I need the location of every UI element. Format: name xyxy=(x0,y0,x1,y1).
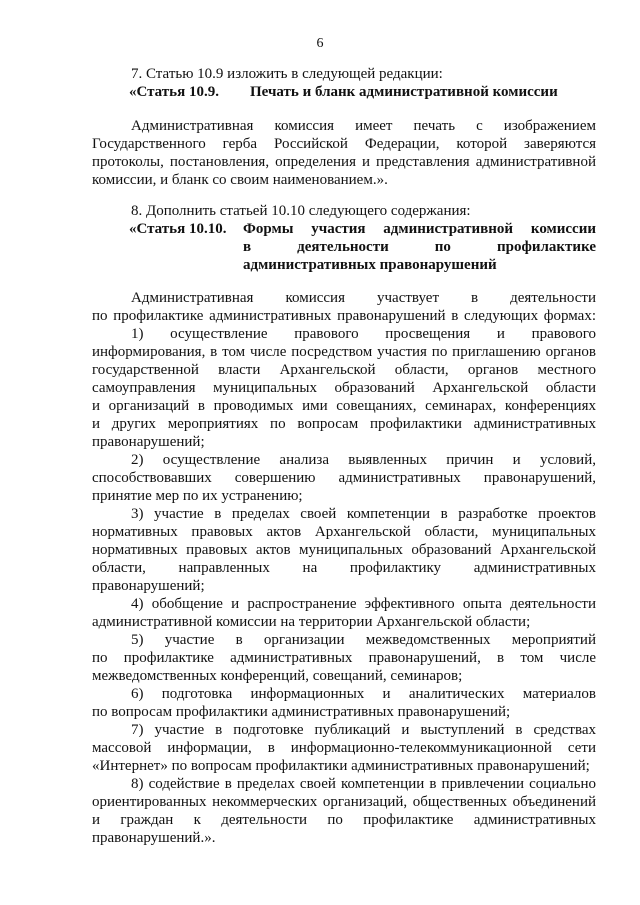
body-line: по вопросам профилактики административных правонарушений; xyxy=(92,704,511,720)
body-line: 2) осуществление анализа выявленных причин и условий, xyxy=(131,452,596,468)
article-10-9-text-line: комиссии, и бланк со своим наименованием.». xyxy=(92,172,388,188)
body-line: административной комиссии на территории Архангельской области; xyxy=(92,614,531,630)
body-line: самоуправления муниципальных образований Архангельской области xyxy=(92,380,596,396)
body-line: ориентированных некоммерческих организаций, общественных объединений xyxy=(92,794,596,810)
article-10-9-number: «Статья 10.9. xyxy=(129,84,219,100)
body-line: принятие мер по их устранению; xyxy=(92,488,303,504)
body-line: 5) участие в организации межведомственных мероприятий xyxy=(131,632,596,648)
body-line: массовой информации, в информационно-телекоммуникационной сети xyxy=(92,740,596,756)
body-line: по профилактике административных правонарушений, в том числе xyxy=(92,650,596,666)
article-10-10-title-line: административных правонарушений xyxy=(243,257,497,273)
body-line: нормативных правовых актов Архангельской области, муниципальных xyxy=(92,524,596,540)
body-line: по профилактике административных правонарушений в следующих формах: xyxy=(92,308,596,324)
body-line: и организаций в проводимых ими совещаниях, семинарах, конференциях xyxy=(92,398,596,414)
page-number: 6 xyxy=(316,36,324,51)
body-line: 4) обобщение и распространение эффективного опыта деятельности xyxy=(131,596,596,612)
amendment-7-intro: 7. Статью 10.9 изложить в следующей редакции: xyxy=(131,66,443,82)
body-line: нормативных правовых актов муниципальных образований Архангельской xyxy=(92,542,596,558)
article-10-9-title: Печать и бланк административной комиссии xyxy=(250,84,558,100)
body-line: области, направленных на профилактику административных xyxy=(92,560,596,576)
body-line: информирования, в том числе посредством участия по приглашению органов xyxy=(92,344,596,360)
body-line: и других мероприятиях по вопросам профилактики административных xyxy=(92,416,596,432)
article-10-9-text-line: Административная комиссия имеет печать с изображением xyxy=(131,118,596,134)
body-line: 7) участие в подготовке публикаций и выступлений в средствах xyxy=(131,722,596,738)
body-line: 8) содействие в пределах своей компетенции в привлечении социально xyxy=(131,776,596,792)
body-line: правонарушений; xyxy=(92,578,205,594)
body-line: правонарушений; xyxy=(92,434,205,450)
body-line: правонарушений.». xyxy=(92,830,216,846)
body-line: межведомственных конференций, совещаний, семинаров; xyxy=(92,668,463,684)
amendment-8-intro: 8. Дополнить статьей 10.10 следующего содержания: xyxy=(131,203,471,219)
body-line: и граждан к деятельности по профилактике административных xyxy=(92,812,596,828)
body-line: способствовавших совершению административных правонарушений, xyxy=(92,470,596,486)
article-10-10-title-line: в деятельности по профилактике xyxy=(243,239,596,255)
body-line: 6) подготовка информационных и аналитических материалов xyxy=(131,686,596,702)
body-line: государственной власти Архангельской области, органов местного xyxy=(92,362,596,378)
body-line: Административная комиссия участвует в деятельности xyxy=(131,290,596,306)
body-line: «Интернет» по вопросам профилактики административных правонарушений; xyxy=(92,758,590,774)
article-10-10-title-line: Формы участия административной комиссии xyxy=(243,221,596,237)
article-10-9-text-line: Государственного герба Российской Федерации, которой заверяются xyxy=(92,136,596,152)
body-line: 1) осуществление правового просвещения и правового xyxy=(131,326,596,342)
article-10-9-text-line: протоколы, постановления, определения и представления административной xyxy=(92,154,596,170)
body-line: 3) участие в пределах своей компетенции в разработке проектов xyxy=(131,506,596,522)
article-10-10-number: «Статья 10.10. xyxy=(129,221,227,237)
